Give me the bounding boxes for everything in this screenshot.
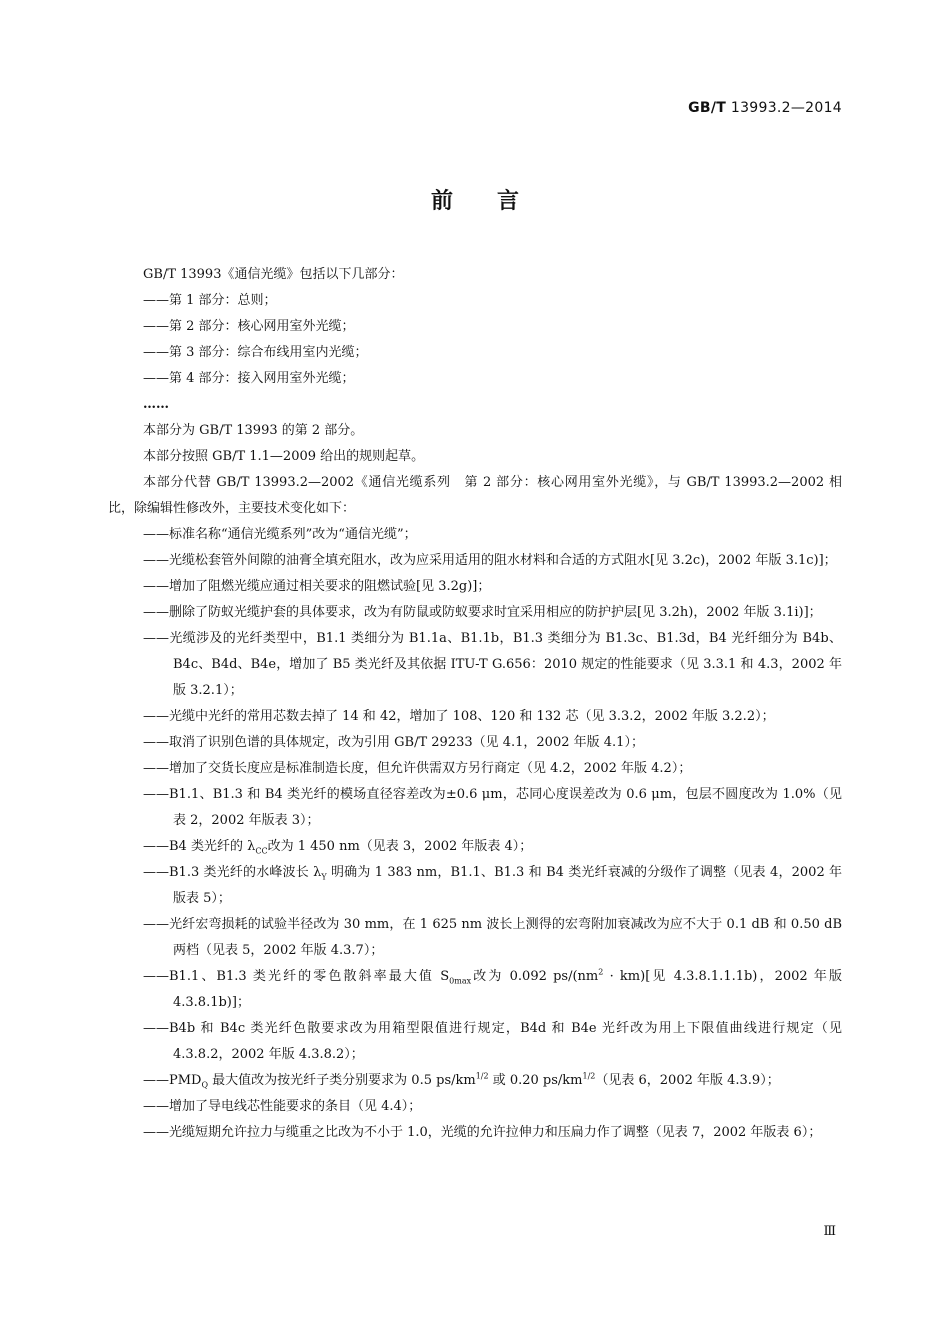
document-code-header [688,100,842,116]
paragraph-drafting-rules: 本部分按照 GB/T 1.1—2009 给出的规则起草。 [143,449,425,464]
change-item-conductor: ——增加了导电线芯性能要求的条目（见 4.4）； [143,1099,422,1114]
change-item-dispersion-slope: ——B1.1、B1.3 类光纤的零色散斜率最大值 $S_{0max}$改为 0.092 $ps/(nm^2 \cdot km)$[见 4.3.8.1.1.1b)，2002 年版 4.3.8.1b)]； [143,967,842,1010]
change-item-pmd: $——PMD_Q$ 最大值改为按光纤子类分别要求为 0.5 $ps/km^{1/2}$ 或 0.20 $ps/km^{1/2}$（见表 6，2002 年版 4.3.9）； [143,1071,780,1090]
code-number: 13993.2—2014 [730,100,842,116]
change-item-tension: ——光缆短期允许拉力与缆重之比改为不小于 1.0，光缆的允许拉伸力和压扁力作了调整（见表 7，2002 年版表 6）； [143,1125,822,1140]
change-item-lambda-cc: ——B4 类光纤的 $\lambda_{CC}$改为 1 450 nm（见表 3，2002 年版表 4）； [143,839,533,856]
intro-paragraph: GB/T 13993《通信光缆》包括以下几部分： [143,267,404,282]
change-item-bend-loss: ——光纤宏弯损耗的试验半径改为 30 mm，在 1 625 nm 波长上测得的宏弯附加衰减改为应不大于 0.1 dB 和 0.50 dB 两档（见表 5，2002 年版 4.3.7）； [143,917,842,958]
part-item: ——第 2 部分：核心网用室外光缆； [143,319,355,334]
change-item-b4-dispersion: ——B4b 和 B4c 类光纤色散要求改为用箱型限值进行规定，B4d 和 B4e 光纤改为用上下限值曲线进行规定（见 4.3.8.2，2002 年版 4.3.8.2）； [143,1021,842,1062]
change-item: ——B1.1、B1.3 和 B4 类光纤的模场直径容差改为±0.6 μm，芯同心度误差改为 0.6 μm，包层不圆度改为 1.0%（见表 2，2002 年版表 3）； [143,787,842,828]
change-item: ——增加了交货长度应是标准制造长度，但允许供需双方另行商定（见 4.2，2002 年版 4.2）； [143,761,692,776]
page-number: Ⅲ [823,1224,836,1239]
part-item: ——第 4 部分：接入网用室外光缆； [143,371,355,386]
change-item: ——标准名称“通信光缆系列”改为“通信光缆”； [143,527,417,542]
ellipsis: …… [143,397,169,412]
part-item: ——第 3 部分：综合布线用室内光缆； [143,345,368,360]
document-body [108,262,842,1146]
code-prefix: GB/T [688,100,727,116]
change-item: ——光缆中光纤的常用芯数去掉了 14 和 42，增加了 108、120 和 132 芯（见 3.3.2，2002 年版 3.2.2）； [143,709,775,724]
change-item: ——光缆涉及的光纤类型中，B1.1 类细分为 B1.1a、B1.1b，B1.3 类细分为 B1.3c、B1.3d，B4 光纤细分为 B4b、B4c、B4d、B4e，增加了 B5 类光纤及其依据 ITU-T G.656：2010 规定的性能要求（见 3.3.1 和 4.3，2002 年版 3.2.1）； [143,631,842,698]
change-item: ——删除了防蚁光缆护套的具体要求，改为有防鼠或防蚁要求时宜采用相应的防护护层[见 3.2h)，2002 年版 3.1i)]； [143,605,822,620]
change-item: ——增加了阻燃光缆应通过相关要求的阻燃试验[见 3.2g)]； [143,579,491,594]
change-item: ——光缆松套管外间隙的油膏全填充阻水，改为应采用适用的阻水材料和合适的方式阻水[见 3.2c)，2002 年版 3.1c)]； [143,553,837,568]
paragraph-part-number: 本部分为 GB/T 13993 的第 2 部分。 [143,423,364,438]
page-title: 前言 [430,189,563,214]
change-item-lambda-y: ——B1.3 类光纤的水峰波长 $\lambda_Y$ 明确为 1 383 nm，B1.1、B1.3 和 B4 类光纤衰减的分级作了调整（见表 4，2002 年版表 5）； [143,865,843,906]
paragraph-replacement: 本部分代替 GB/T 13993.2—2002《通信光缆系列 第 2 部分：核心网用室外光缆》，与 GB/T 13993.2—2002 相比，除编辑性修改外，主要技术变化如下： [108,475,842,516]
part-item: ——第 1 部分：总则； [143,293,277,308]
change-item: ——取消了识别色谱的具体规定，改为引用 GB/T 29233（见 4.1，2002 年版 4.1）； [143,735,644,750]
